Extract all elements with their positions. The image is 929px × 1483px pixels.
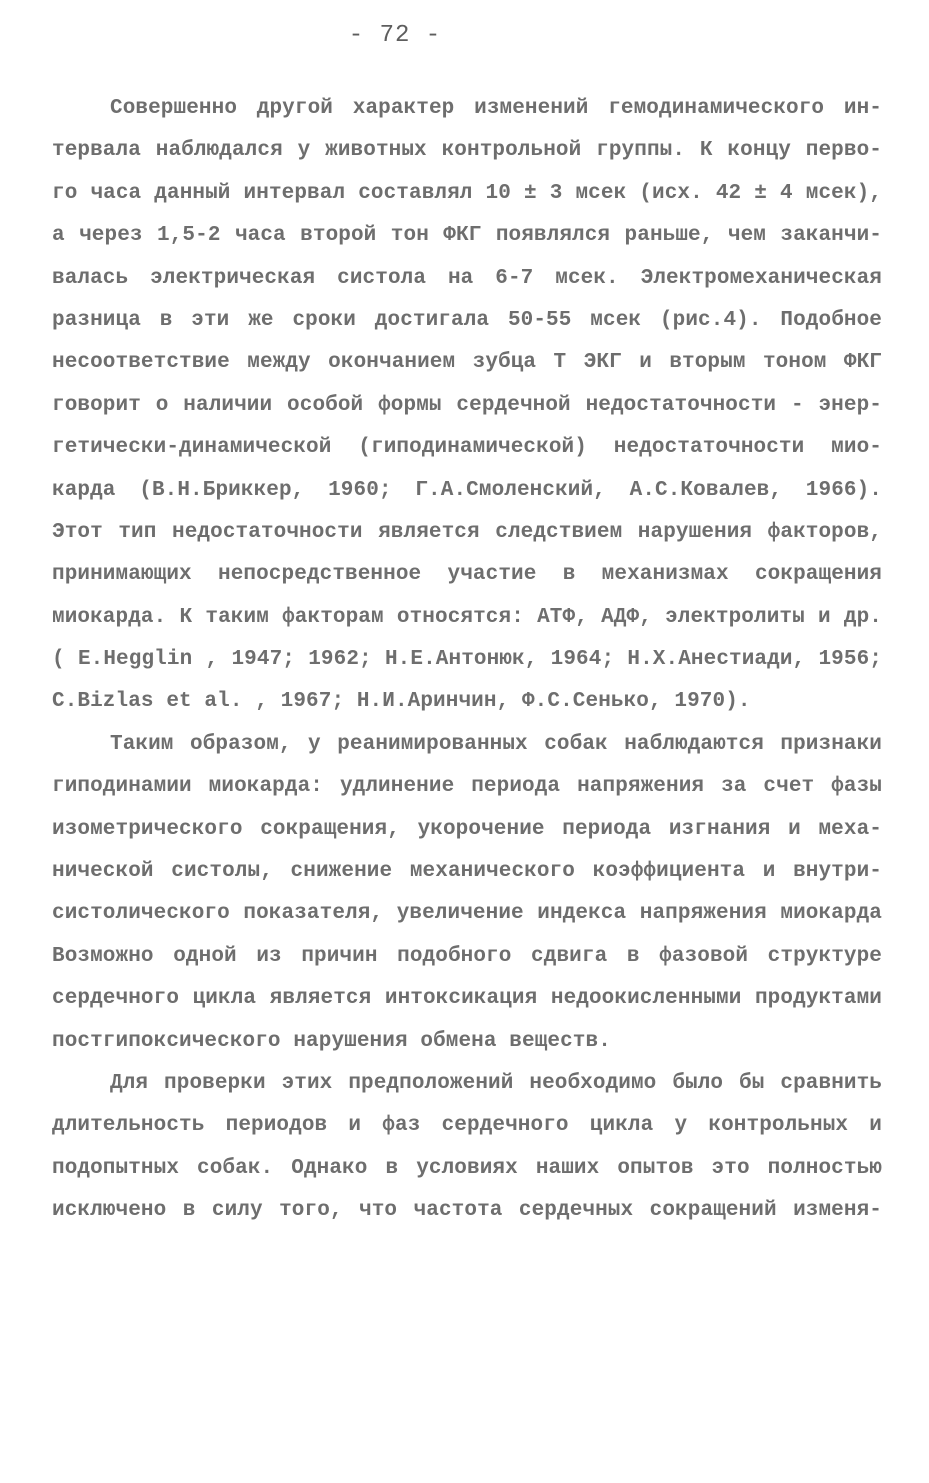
text-line: миокарда. К таким факторам относятся: АТФ, АДФ, электролиты и др. (52, 605, 882, 629)
text-line: тервала наблюдался у животных контрольной группы. К концу перво- (52, 139, 882, 163)
text-line: гиподинамии миокарда: удлинение периода напряжения за счет фазы (52, 775, 882, 799)
body-text (52, 88, 882, 1233)
page-number: - 72 - (348, 22, 442, 49)
text-line: гетически-динамической (гиподинамической) недостаточности мио- (52, 436, 882, 460)
text-line: несоответствие между окончанием зубца Т ЭКГ и вторым тоном ФКГ (52, 351, 882, 375)
text-line: Совершенно другой характер изменений гемодинамического ин- (110, 97, 882, 120)
text-line: принимающих непосредственное участие в механизмах сокращения (52, 563, 882, 587)
text-line: ( E.Hegglin , 1947; 1962; Н.Е.Антонюк, 1964; Н.Х.Анестиади, 1956; (52, 648, 882, 672)
text-line: а через 1,5-2 часа второй тон ФКГ появлялся раньше, чем заканчи- (52, 224, 882, 248)
text-line: постгипоксического нарушения обмена веществ. (52, 1029, 611, 1053)
text-line: Возможно одной из причин подобного сдвига в фазовой структуре (52, 944, 882, 968)
text-line: Для проверки этих предположений необходимо было бы сравнить (110, 1071, 882, 1095)
paragraph-1 (52, 88, 882, 724)
text-line: говорит о наличии особой формы сердечной недостаточности - энер- (52, 393, 882, 417)
paragraph-2 (52, 724, 882, 1063)
text-line: нической систолы, снижение механического коэффициента и внутри- (52, 860, 882, 884)
text-line: изометрического сокращения, укорочение периода изгнания и меха- (52, 817, 882, 841)
text-line: валась электрическая систола на 6-7 мсек. Электромеханическая (52, 266, 882, 290)
text-line: карда (В.Н.Бриккер, 1960; Г.А.Смоленский, А.С.Ковалев, 1966). (52, 478, 882, 502)
text-line: подопытных собак. Однако в условиях наших опытов это полностью (52, 1156, 882, 1180)
text-line: С.Bizlas et al. , 1967; Н.И.Аринчин, Ф.С.Сенько, 1970). (52, 690, 751, 714)
text-line: Таким образом, у реанимированных собак наблюдаются признаки (110, 732, 882, 756)
text-line: го часа данный интервал составлял 10 ± 3 мсек (исх. 42 ± 4 мсек), (52, 181, 882, 205)
text-line: Этот тип недостаточности является следствием нарушения факторов, (52, 520, 882, 544)
text-line: длительность периодов и фаз сердечного цикла у контрольных и (52, 1114, 882, 1138)
text-line: сердечного цикла является интоксикация недоокисленными продуктами (52, 987, 882, 1011)
text-line: разница в эти же сроки достигала 50-55 мсек (рис.4). Подобное (52, 308, 882, 332)
text-line: систолического показателя, увеличение индекса напряжения миокарда (52, 902, 882, 926)
paragraph-3 (52, 1063, 882, 1233)
text-line: исключено в силу того, что частота сердечных сокращений изменя- (52, 1199, 882, 1223)
